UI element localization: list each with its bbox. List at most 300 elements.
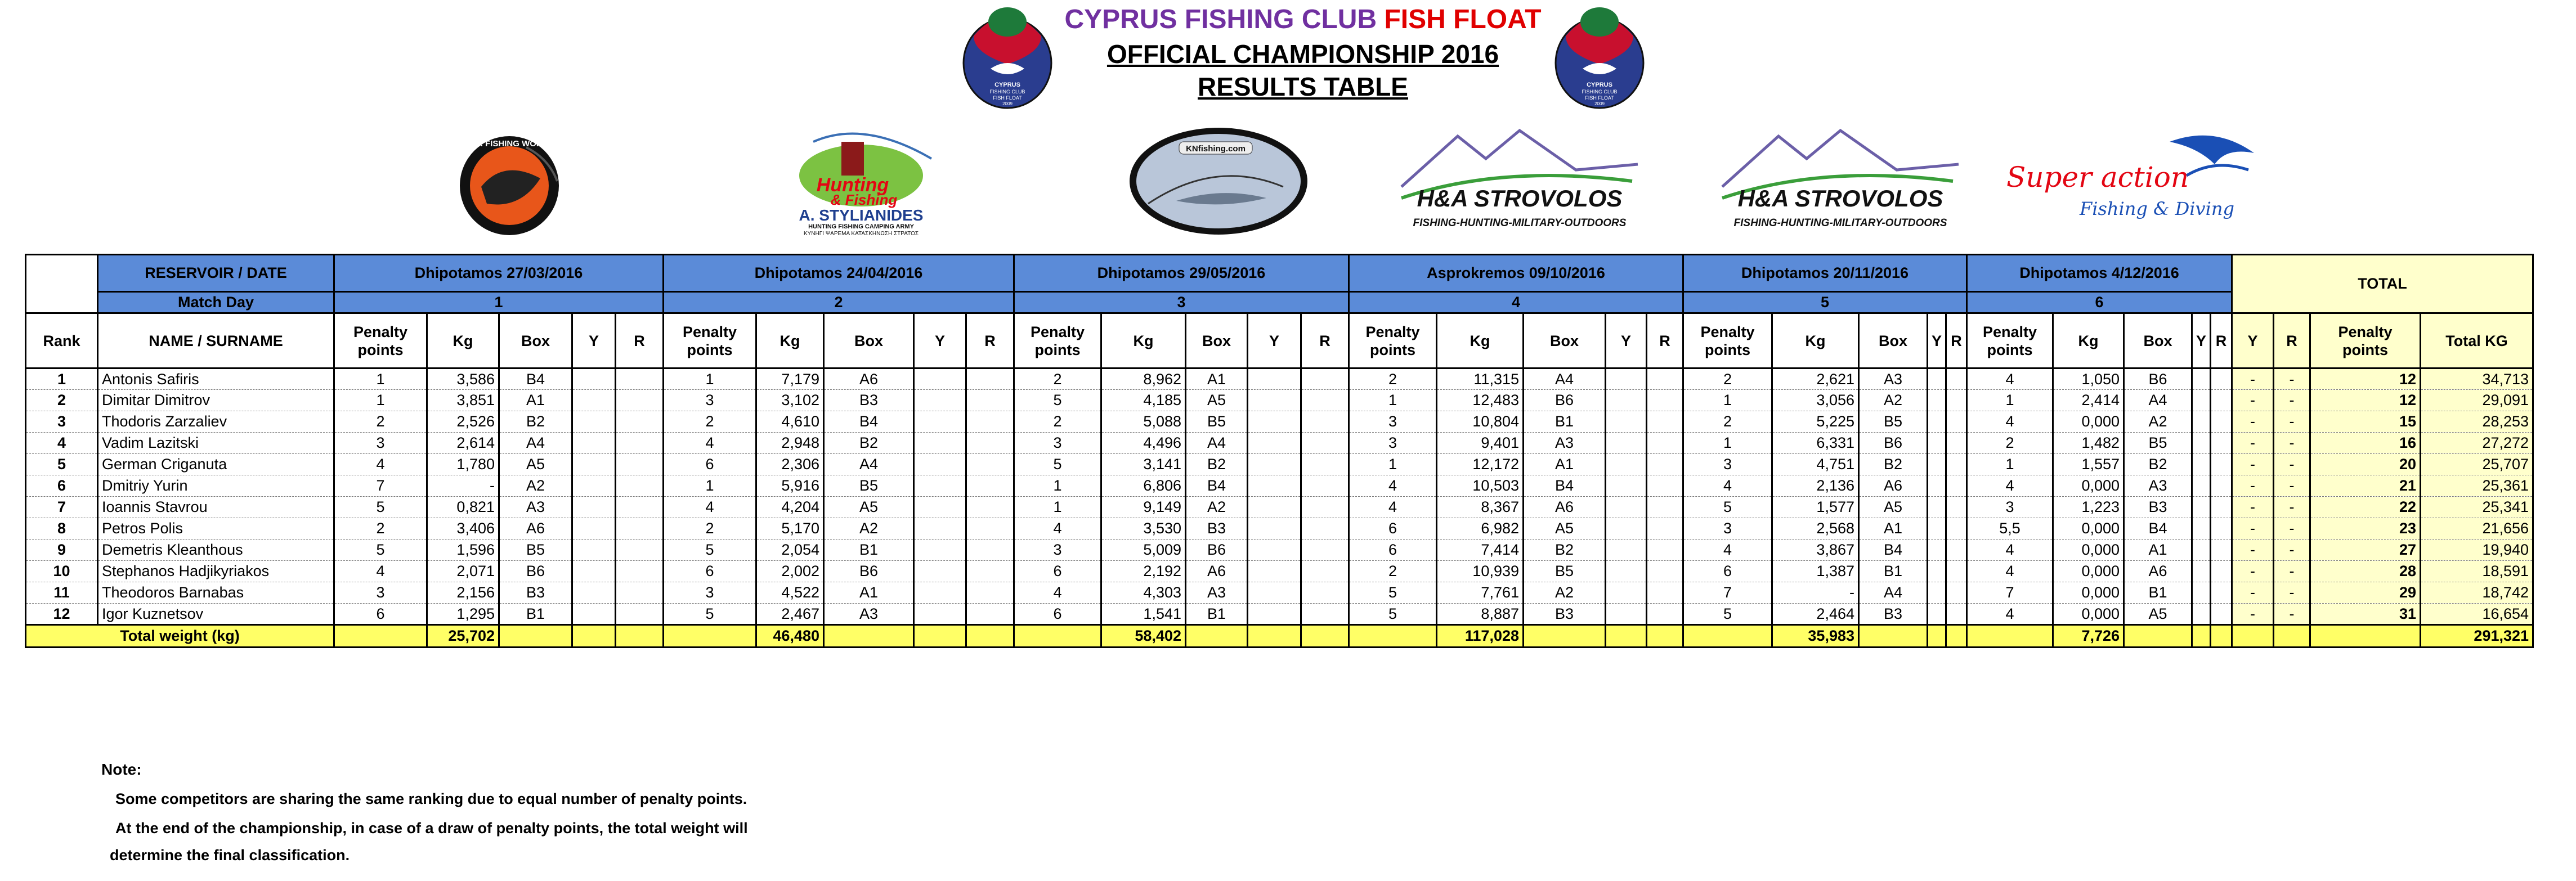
box-cell: B4	[499, 368, 572, 390]
penalty-cell: 1	[664, 475, 756, 497]
total-penalty-cell: 12	[2310, 368, 2421, 390]
svg-text:& Fishing: & Fishing	[830, 191, 898, 208]
y-cell	[1928, 411, 1946, 433]
svg-text:2009: 2009	[1594, 101, 1605, 106]
y-cell	[572, 604, 616, 625]
hunting-fishing-stylianides-logo	[779, 125, 943, 237]
total-penalty-cell: 22	[2310, 497, 2421, 518]
r-header: R	[1301, 313, 1349, 368]
penalty-cell: 2	[1967, 433, 2053, 454]
kg-cell: 5,225	[1772, 411, 1859, 433]
total-penalty-cell: 27	[2310, 540, 2421, 561]
total-penalty-cell: 31	[2310, 604, 2421, 625]
match-5-reservoir: Dhipotamos 20/11/2016	[1683, 255, 1967, 292]
penalty-cell: 5	[664, 604, 756, 625]
r-cell	[1647, 518, 1683, 540]
y-cell	[572, 390, 616, 411]
penalty-points-header: Penalty points	[1014, 313, 1101, 368]
r-cell	[1647, 411, 1683, 433]
kg-cell: -	[427, 475, 499, 497]
penalty-cell: 4	[1967, 540, 2053, 561]
y-cell	[1606, 518, 1647, 540]
note-line-3: determine the final classification.	[110, 847, 350, 864]
table-row	[26, 411, 2533, 433]
r-cell	[2211, 475, 2232, 497]
r-cell	[616, 454, 664, 475]
total-y-cell: -	[2232, 454, 2274, 475]
y-cell	[914, 368, 966, 390]
penalty-cell: 6	[1014, 604, 1101, 625]
box-header: Box	[1524, 313, 1606, 368]
r-cell	[966, 582, 1014, 604]
total-header: TOTAL	[2232, 255, 2533, 313]
box-header: Box	[1186, 313, 1248, 368]
kg-cell: 5,170	[756, 518, 824, 540]
rank-cell: 6	[26, 475, 98, 497]
y-cell	[572, 368, 616, 390]
box-cell: B1	[1859, 561, 1928, 582]
table-row	[26, 475, 2533, 497]
box-cell: B4	[824, 411, 914, 433]
total-spacer	[616, 625, 664, 648]
r-cell	[2211, 497, 2232, 518]
y-cell	[2192, 518, 2211, 540]
box-cell: B2	[824, 433, 914, 454]
penalty-cell: 3	[664, 582, 756, 604]
total-r-cell: -	[2274, 433, 2310, 454]
total-penalty-cell: 29	[2310, 582, 2421, 604]
svg-text:CYPRUS: CYPRUS	[1587, 82, 1612, 88]
total-spacer	[2211, 625, 2232, 648]
box-cell: B2	[1524, 540, 1606, 561]
kg-cell: 4,610	[756, 411, 824, 433]
box-cell: B1	[824, 540, 914, 561]
r-cell	[1301, 582, 1349, 604]
y-cell	[1248, 561, 1301, 582]
r-cell	[2211, 540, 2232, 561]
y-cell	[1928, 497, 1946, 518]
ha-strovolos-logo-2	[1711, 125, 1970, 237]
kg-cell: 1,387	[1772, 561, 1859, 582]
penalty-cell: 5	[664, 540, 756, 561]
penalty-cell: 7	[334, 475, 427, 497]
kg-cell: 4,522	[756, 582, 824, 604]
r-cell	[2211, 561, 2232, 582]
kg-cell: 1,295	[427, 604, 499, 625]
total-penalty-cell: 21	[2310, 475, 2421, 497]
box-cell: A6	[1524, 497, 1606, 518]
total-spacer	[1301, 625, 1349, 648]
kg-cell: 0,000	[2053, 582, 2124, 604]
total-kg-cell: 16,654	[2421, 604, 2533, 625]
r-cell	[1647, 368, 1683, 390]
r-cell	[2211, 604, 2232, 625]
r-cell	[616, 368, 664, 390]
box-cell: B6	[824, 561, 914, 582]
match-day-4: 4	[1349, 292, 1683, 313]
box-cell: A6	[824, 368, 914, 390]
total-r-cell: -	[2274, 454, 2310, 475]
penalty-cell: 4	[1014, 518, 1101, 540]
box-cell: B1	[1186, 604, 1248, 625]
kg-cell: 1,482	[2053, 433, 2124, 454]
r-cell	[2211, 433, 2232, 454]
r-cell	[966, 604, 1014, 625]
y-cell	[1606, 433, 1647, 454]
box-cell: A1	[2124, 540, 2192, 561]
kg-cell: 4,185	[1101, 390, 1186, 411]
kg-cell: 4,303	[1101, 582, 1186, 604]
total-r-cell: -	[2274, 475, 2310, 497]
total-spacer	[1647, 625, 1683, 648]
kg-cell: 0,000	[2053, 518, 2124, 540]
total-kg-cell: 28,253	[2421, 411, 2533, 433]
match-6-reservoir: Dhipotamos 4/12/2016	[1967, 255, 2232, 292]
total-y-cell: -	[2232, 368, 2274, 390]
total-spacer	[1606, 625, 1647, 648]
y-cell	[1606, 561, 1647, 582]
total-y-cell: -	[2232, 390, 2274, 411]
kg-header: Kg	[2053, 313, 2124, 368]
y-cell	[1928, 390, 1946, 411]
y-cell	[1928, 561, 1946, 582]
penalty-cell: 3	[1683, 518, 1772, 540]
kg-cell: 0,000	[2053, 475, 2124, 497]
table-row	[26, 604, 2533, 625]
penalty-cell: 5	[1349, 582, 1437, 604]
box-cell: A1	[1186, 368, 1248, 390]
total-spacer	[1946, 625, 1967, 648]
penalty-cell: 1	[1683, 390, 1772, 411]
y-cell	[1928, 582, 1946, 604]
r-cell	[2211, 518, 2232, 540]
box-cell: A4	[499, 433, 572, 454]
y-cell	[1606, 390, 1647, 411]
penalty-cell: 3	[1683, 454, 1772, 475]
penalty-cell: 7	[1683, 582, 1772, 604]
total-spacer	[664, 625, 756, 648]
box-cell: A6	[499, 518, 572, 540]
total-kg-cell: 27,272	[2421, 433, 2533, 454]
r-cell	[966, 475, 1014, 497]
svg-text:H&A STROVOLOS: H&A STROVOLOS	[1417, 185, 1623, 212]
y-cell	[2192, 582, 2211, 604]
table-row	[26, 497, 2533, 518]
r-cell	[616, 518, 664, 540]
name-header: NAME / SURNAME	[98, 313, 334, 368]
grand-total-weight: 291,321	[2421, 625, 2533, 648]
r-header: R	[2211, 313, 2232, 368]
y-cell	[2192, 475, 2211, 497]
penalty-cell: 1	[1014, 475, 1101, 497]
r-cell	[1946, 411, 1967, 433]
total-spacer	[2274, 625, 2310, 648]
penalty-cell: 5	[334, 497, 427, 518]
box-cell: B3	[499, 582, 572, 604]
y-cell	[914, 540, 966, 561]
y-cell	[1928, 604, 1946, 625]
total-spacer	[1524, 625, 1606, 648]
total-penalty-cell: 23	[2310, 518, 2421, 540]
table-row	[26, 561, 2533, 582]
box-cell: A5	[1859, 497, 1928, 518]
rank-cell: 12	[26, 604, 98, 625]
r-cell	[966, 561, 1014, 582]
r-cell	[616, 604, 664, 625]
y-cell	[2192, 561, 2211, 582]
box-header: Box	[2124, 313, 2192, 368]
box-cell: B2	[1859, 454, 1928, 475]
r-cell	[966, 390, 1014, 411]
box-cell: B2	[1186, 454, 1248, 475]
y-header: Y	[1248, 313, 1301, 368]
r-cell	[966, 540, 1014, 561]
total-spacer	[1186, 625, 1248, 648]
total-spacer	[1683, 625, 1772, 648]
total-r-cell: -	[2274, 411, 2310, 433]
y-cell	[2192, 540, 2211, 561]
kg-cell: 12,483	[1437, 390, 1524, 411]
y-cell	[1248, 368, 1301, 390]
total-y-cell: -	[2232, 561, 2274, 582]
rank-cell: 2	[26, 390, 98, 411]
match-1-reservoir: Dhipotamos 27/03/2016	[334, 255, 664, 292]
total-penalty-cell: 12	[2310, 390, 2421, 411]
y-cell	[2192, 454, 2211, 475]
svg-text:CYPRUS: CYPRUS	[994, 82, 1020, 88]
name-cell: Demetris Kleanthous	[98, 540, 334, 561]
r-cell	[2211, 368, 2232, 390]
y-cell	[914, 390, 966, 411]
r-cell	[616, 390, 664, 411]
rank-cell: 4	[26, 433, 98, 454]
r-cell	[1946, 454, 1967, 475]
box-cell: B4	[2124, 518, 2192, 540]
r-cell	[1647, 454, 1683, 475]
y-cell	[914, 582, 966, 604]
box-cell: A4	[1859, 582, 1928, 604]
name-cell: Thodoris Zarzaliev	[98, 411, 334, 433]
box-cell: A1	[1859, 518, 1928, 540]
kg-cell: 10,804	[1437, 411, 1524, 433]
r-cell	[1946, 540, 1967, 561]
r-cell	[1946, 433, 1967, 454]
box-cell: A3	[1859, 368, 1928, 390]
penalty-cell: 4	[1683, 540, 1772, 561]
box-cell: B3	[2124, 497, 2192, 518]
r-cell	[616, 561, 664, 582]
total-kg-cell: 25,707	[2421, 454, 2533, 475]
r-header: R	[1647, 313, 1683, 368]
r-cell	[1301, 411, 1349, 433]
kg-cell: 5,009	[1101, 540, 1186, 561]
penalty-cell: 3	[664, 390, 756, 411]
r-cell	[1647, 390, 1683, 411]
y-cell	[1248, 518, 1301, 540]
kg-cell: 7,761	[1437, 582, 1524, 604]
total-kg-header: Total KG	[2421, 313, 2533, 368]
y-cell	[914, 433, 966, 454]
penalty-cell: 6	[334, 604, 427, 625]
r-header: R	[966, 313, 1014, 368]
penalty-cell: 4	[334, 454, 427, 475]
total-kg-cell: 21,656	[2421, 518, 2533, 540]
total-r-cell: -	[2274, 497, 2310, 518]
kg-cell: 2,002	[756, 561, 824, 582]
match-total-weight: 35,983	[1772, 625, 1859, 648]
box-cell: B2	[499, 411, 572, 433]
box-cell: B3	[1524, 604, 1606, 625]
y-cell	[914, 411, 966, 433]
r-cell	[2211, 582, 2232, 604]
box-cell: A5	[499, 454, 572, 475]
kg-cell: 0,000	[2053, 561, 2124, 582]
y-cell	[914, 454, 966, 475]
box-cell: B2	[2124, 454, 2192, 475]
r-cell	[1301, 497, 1349, 518]
svg-text:Fishing & Diving: Fishing & Diving	[2080, 198, 2234, 219]
kg-cell: 10,503	[1437, 475, 1524, 497]
name-cell: Vadim Lazitski	[98, 433, 334, 454]
penalty-cell: 2	[1683, 411, 1772, 433]
penalty-cell: 3	[1014, 433, 1101, 454]
kg-header: Kg	[1772, 313, 1859, 368]
total-r-header: R	[2274, 313, 2310, 368]
total-kg-cell: 19,940	[2421, 540, 2533, 561]
total-spacer	[1928, 625, 1946, 648]
total-r-cell: -	[2274, 390, 2310, 411]
total-weight-label: Total weight (kg)	[26, 625, 334, 648]
results-table	[25, 254, 2534, 648]
box-cell: A6	[1186, 561, 1248, 582]
y-cell	[1606, 368, 1647, 390]
am-fishing-world-logo	[436, 125, 583, 237]
kg-cell: 5,916	[756, 475, 824, 497]
r-cell	[1647, 475, 1683, 497]
y-cell	[1248, 604, 1301, 625]
total-spacer	[2310, 625, 2421, 648]
total-spacer	[966, 625, 1014, 648]
results-table-title: RESULTS TABLE	[1198, 72, 1408, 101]
total-spacer	[1248, 625, 1301, 648]
kg-cell: 8,887	[1437, 604, 1524, 625]
y-cell	[572, 433, 616, 454]
y-cell	[914, 497, 966, 518]
penalty-cell: 2	[334, 518, 427, 540]
match-3-reservoir: Dhipotamos 29/05/2016	[1014, 255, 1349, 292]
total-spacer	[1859, 625, 1928, 648]
box-cell: B6	[1859, 433, 1928, 454]
rank-cell: 1	[26, 368, 98, 390]
y-header: Y	[1928, 313, 1946, 368]
penalty-cell: 3	[1349, 433, 1437, 454]
total-spacer	[2124, 625, 2192, 648]
box-cell: B3	[1859, 604, 1928, 625]
penalty-cell: 4	[1683, 475, 1772, 497]
box-cell: A3	[824, 604, 914, 625]
box-cell: B1	[1524, 411, 1606, 433]
penalty-cell: 4	[1967, 368, 2053, 390]
penalty-cell: 5	[1014, 390, 1101, 411]
svg-text:ΚΥΝΗΓΙ ΨΑΡΕΜΑ ΚΑΤΑΣΚΗΝΩΣΗ ΣΤΡΑ: ΚΥΝΗΓΙ ΨΑΡΕΜΑ ΚΑΤΑΣΚΗΝΩΣΗ ΣΤΡΑΤΟΣ	[803, 231, 919, 237]
box-cell: B5	[1186, 411, 1248, 433]
penalty-cell: 1	[1967, 390, 2053, 411]
y-cell	[572, 454, 616, 475]
y-cell	[1248, 411, 1301, 433]
penalty-cell: 3	[1014, 540, 1101, 561]
penalty-cell: 6	[664, 561, 756, 582]
penalty-cell: 2	[1683, 368, 1772, 390]
y-cell	[1248, 454, 1301, 475]
penalty-cell: 2	[1014, 368, 1101, 390]
penalty-cell: 4	[334, 561, 427, 582]
r-cell	[2211, 454, 2232, 475]
kg-cell: 8,962	[1101, 368, 1186, 390]
match-day-1: 1	[334, 292, 664, 313]
total-spacer	[2192, 625, 2211, 648]
r-cell	[966, 454, 1014, 475]
kg-cell: 2,467	[756, 604, 824, 625]
box-cell: A2	[499, 475, 572, 497]
box-cell: B4	[1186, 475, 1248, 497]
box-cell: A3	[499, 497, 572, 518]
total-r-cell: -	[2274, 368, 2310, 390]
kg-cell: 2,464	[1772, 604, 1859, 625]
total-spacer	[2232, 625, 2274, 648]
kg-cell: 6,982	[1437, 518, 1524, 540]
y-cell	[572, 518, 616, 540]
penalty-cell: 1	[664, 368, 756, 390]
penalty-cell: 1	[1683, 433, 1772, 454]
box-cell: A1	[1524, 454, 1606, 475]
name-cell: Ioannis Stavrou	[98, 497, 334, 518]
penalty-cell: 5,5	[1967, 518, 2053, 540]
r-cell	[616, 497, 664, 518]
total-y-cell: -	[2232, 411, 2274, 433]
y-cell	[1606, 411, 1647, 433]
y-cell	[2192, 368, 2211, 390]
penalty-cell: 6	[1014, 561, 1101, 582]
kg-cell: 1,577	[1772, 497, 1859, 518]
total-y-cell: -	[2232, 475, 2274, 497]
rank-cell: 5	[26, 454, 98, 475]
kg-cell: 4,496	[1101, 433, 1186, 454]
box-cell: A4	[2124, 390, 2192, 411]
total-kg-cell: 25,341	[2421, 497, 2533, 518]
kg-cell: 1,050	[2053, 368, 2124, 390]
y-cell	[1606, 604, 1647, 625]
box-cell: A3	[2124, 475, 2192, 497]
penalty-cell: 6	[1349, 518, 1437, 540]
y-cell	[1606, 475, 1647, 497]
kg-cell: 2,526	[427, 411, 499, 433]
r-cell	[616, 475, 664, 497]
box-cell: A1	[499, 390, 572, 411]
championship-title: OFFICIAL CHAMPIONSHIP 2016	[1106, 39, 1499, 69]
penalty-cell: 4	[664, 497, 756, 518]
r-cell	[1301, 604, 1349, 625]
r-cell	[966, 497, 1014, 518]
box-cell: A2	[1859, 390, 1928, 411]
y-cell	[1248, 497, 1301, 518]
penalty-cell: 4	[1349, 475, 1437, 497]
note-line-2: At the end of the championship, in case of a draw of penalty points, the total weight will	[115, 820, 748, 837]
penalty-cell: 7	[1967, 582, 2053, 604]
kg-cell: 3,406	[427, 518, 499, 540]
y-cell	[1606, 497, 1647, 518]
box-cell: B1	[499, 604, 572, 625]
knfishing-logo	[1126, 125, 1311, 237]
